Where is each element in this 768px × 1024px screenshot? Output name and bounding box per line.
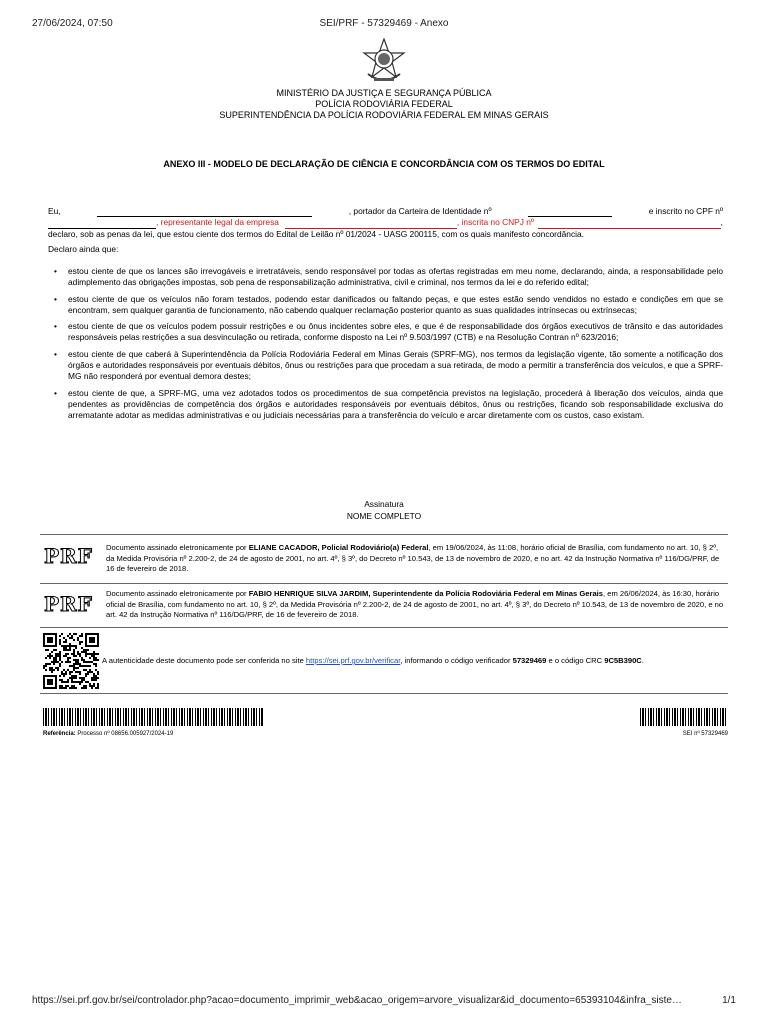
barcode-right-icon — [640, 708, 728, 726]
verify-link[interactable]: https://sei.prf.gov.br/verificar — [305, 656, 401, 665]
document-title: ANEXO III - MODELO DE DECLARAÇÃO DE CIÊNCIA E CONCORDÂNCIA COM OS TERMOS DO EDITAL — [163, 159, 605, 169]
sei-number: SEI nº 57329469 — [682, 731, 728, 737]
declaration-end-comma: , — [720, 217, 723, 228]
clause-item: • estou ciente de que os lances são irrevogáveis e irretratáveis, sendo responsável por todas as ofertas registradas em meu nome, declarando, ainda, a responsabilidade pelo adimplemento das obrigações impostas, sob pena de responsabilização administrativa, civil e criminal, nos termos da lei e do referido edital; — [48, 266, 723, 289]
clause-item: • estou ciente de que os veículos podem possuir restrições e ou ônus incidentes sobre eles, e que é de responsabilidade dos órgãos executivos de trânsito e das autoridades responsáveis pelas restrições a sua desvinculação ou retirada, conforme disposto na Lei nº 9.503/1997 (CTB) e na Resolução Contran nº 623/2016; — [48, 321, 723, 344]
e-signature-text: , em 26/06/2024, às 16:30, horário oficial de Brasília, com fundamento no art. 10, § 2º, da Medida Provisória nº 2.200-2, de 24 de agosto de 2001, no art. 4º, § 3º, do Decreto nº 10.543, de 13 de novembro de 2020, e no art. 42 da Instrução Normativa nº 116/DG/PRF, de 16 de fevereiro de 2018. — [106, 589, 724, 620]
declaration-line-3: declaro, sob as penas da lei, que estou ciente dos termos do Edital de Leilão nº 01/2024 - UASG 200115, com os quais manifesto concordância. — [48, 228, 584, 239]
qr-code-icon — [43, 633, 99, 689]
e-signature-text: , em 19/06/2024, às 11:08, horário oficial de Brasília, com fundamento no art. 10, § 2º, da Medida Provisória nº 2.200-2, de 24 de agosto de 2001, no art. 4º, § 3º, do Decreto nº 10.543, de 13 de novembro de 2020, e no art. 42 da Instrução Normativa nº 116/DG/PRF, de 16 de fevereiro de 2018. — [106, 543, 720, 574]
cnpj-field[interactable] — [538, 219, 721, 229]
barcode-left-icon — [43, 708, 263, 726]
crc-code: 9C5B390C — [604, 656, 642, 665]
brazil-coat-of-arms-icon — [362, 38, 406, 84]
authenticity-mid2: e o código CRC — [546, 656, 605, 665]
declaration-cnpj: , inscrita no CNPJ nº — [456, 217, 534, 228]
identity-number-field[interactable] — [528, 207, 612, 217]
police-name: POLÍCIA RODOVIÁRIA FEDERAL — [315, 99, 453, 109]
declaration-line-1 — [48, 206, 723, 217]
print-datetime: 27/06/2024, 07:50 — [32, 18, 113, 29]
e-signature-prefix: Documento assinado eletronicamente por — [106, 543, 249, 552]
divider — [40, 693, 728, 694]
reference-value: Processo nº 08656.005927/2024-19 — [75, 731, 174, 737]
clause-item: • estou ciente de que caberá à Superintendência da Polícia Rodoviária Federal em Minas Gerais (SPRF-MG), nos termos da legislação vigente, tão somente a notificação dos órgãos e autoridades responsáveis por eventuais débitos, ônus ou restrições para que procedam a sua retirada, de modo a permitir a transferência dos veículos, e que a SPRF-MG não responderá por eventual demora destes; — [48, 349, 723, 383]
reference — [43, 731, 173, 737]
superintendency-name: SUPERINTENDÊNCIA DA POLÍCIA RODOVIÁRIA FEDERAL EM MINAS GERAIS — [219, 110, 549, 120]
signature-name: NOME COMPLETO — [346, 511, 422, 521]
signature-label: Assinatura — [364, 499, 404, 509]
declaration-portador: , portador da Carteira de Identidade nº — [348, 206, 492, 216]
divider — [40, 627, 728, 628]
cpf-field[interactable] — [48, 219, 156, 229]
authenticity-mid: , informando o código verificador — [400, 656, 513, 665]
signer-name: FABIO HENRIQUE SILVA JARDIM, Superintendente da Polícia Rodoviária Federal em Minas Gerais — [248, 589, 604, 598]
e-signature-prefix: Documento assinado eletronicamente por — [106, 589, 249, 598]
prf-logo-icon: PRF — [44, 592, 93, 616]
clause-item: • estou ciente de que os veículos não foram testados, podendo estar danificados ou faltando peças, e que estes estão sendo vendidos no estado e condições em que se encontram, sem qualquer garantia de funcionamento, não cabendo qualquer reclamação posterior quanto as suas qualidades intrínsecas ou extrínsecas; — [48, 294, 723, 317]
print-url: https://sei.prf.gov.br/sei/controlador.php?acao=documento_imprimir_web&acao_origem=arvore_visualizar&id_documento=65393104&infra_siste… — [32, 995, 682, 1006]
electronic-signature-2 — [106, 589, 728, 621]
ministry-name: MINISTÉRIO DA JUSTIÇA E SEGURANÇA PÚBLICA — [276, 88, 492, 98]
clause-item: • estou ciente de que, a SPRF-MG, uma vez adotados todos os procedimentos de sua competência previstos na legislação, procederá à liberação dos veículos, ainda que pendentes as providências de competência dos órgãos e autoridades responsáveis por eventuais débitos, ônus ou restrições, ficando sob responsabilidade exclusiva do arrematante adotar as medidas administrativas e ou judiciais necessárias para a transferência do veículo e arcar diretamente com os custos, caso existam. — [48, 388, 723, 422]
declaration-block — [48, 206, 723, 255]
declaration-eu: Eu, — [48, 206, 61, 216]
company-name-field[interactable] — [285, 219, 457, 229]
print-title: SEI/PRF - 57329469 - Anexo — [319, 18, 449, 29]
declaro-ainda: Declaro ainda que: — [48, 243, 119, 254]
name-field[interactable] — [97, 207, 312, 217]
print-page-count: 1/1 — [722, 995, 736, 1006]
declaration-rep-legal: , representante legal da empresa — [156, 217, 279, 228]
signer-name: ELIANE CACADOR, Policial Rodoviário(a) Federal — [248, 543, 429, 552]
divider — [40, 534, 728, 535]
reference-label: Referência: — [43, 731, 76, 737]
divider — [40, 583, 728, 584]
clauses-list — [48, 266, 723, 427]
authenticity-prefix: A autenticidade deste documento pode ser conferida no site — [102, 656, 306, 665]
authenticity-end: . — [641, 656, 644, 665]
electronic-signature-1 — [106, 543, 728, 575]
authenticity-notice — [102, 656, 732, 667]
prf-logo-icon: PRF — [44, 544, 93, 568]
verifier-code: 57329469 — [512, 656, 547, 665]
declaration-line-2 — [48, 217, 723, 228]
declaration-inscrito: e inscrito no CPF nº — [648, 206, 723, 216]
